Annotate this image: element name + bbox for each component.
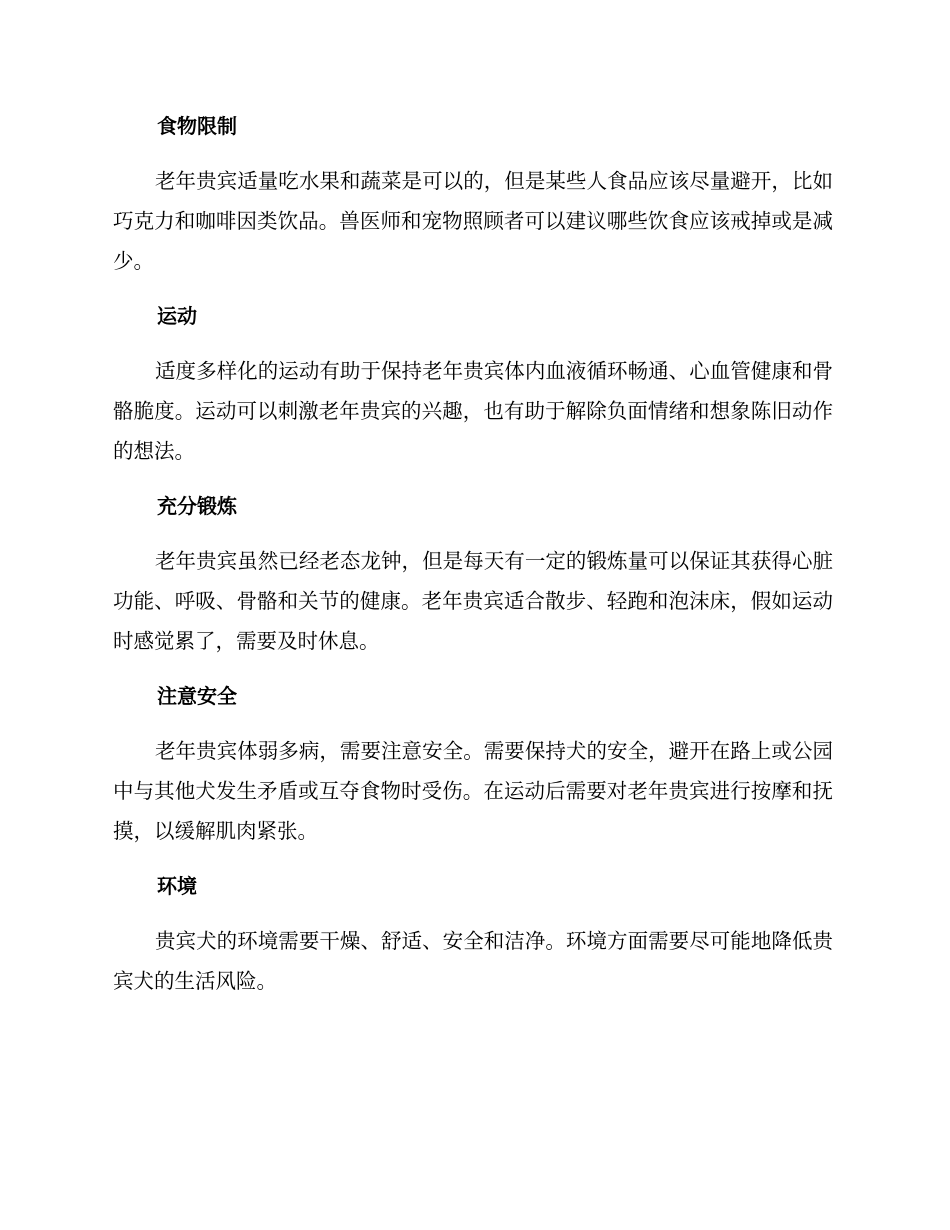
section-heading: 环境 [157, 874, 197, 898]
section-paragraph: 老年贵宾适量吃水果和蔬菜是可以的，但是某些人食品应该尽量避开，比如巧克力和咖啡因类饮品。兽医师和宠物照顾者可以建议哪些饮食应该戒掉或是减少。 [113, 169, 833, 273]
section-paragraph: 贵宾犬的环境需要干燥、舒适、安全和洁净。环境方面需要尽可能地降低贵宾犬的生活风险。 [113, 929, 833, 993]
section-paragraph: 老年贵宾体弱多病，需要注意安全。需要保持犬的安全，避开在路上或公园中与其他犬发生矛盾或互夺食物时受伤。在运动后需要对老年贵宾进行按摩和抚摸，以缓解肌肉紧张。 [113, 739, 833, 843]
section-paragraph: 适度多样化的运动有助于保持老年贵宾体内血液循环畅通、心血管健康和骨骼脆度。运动可以刺激老年贵宾的兴趣，也有助于解除负面情绪和想象陈旧动作的想法。 [113, 359, 833, 463]
section-heading: 注意安全 [157, 684, 237, 708]
section-safety [113, 676, 833, 851]
section-food-restriction [113, 106, 833, 281]
section-heading: 充分锻炼 [157, 494, 237, 518]
section-heading: 食物限制 [157, 114, 237, 138]
document-page [113, 106, 833, 1016]
section-heading: 运动 [157, 304, 197, 328]
section-environment [113, 866, 833, 1001]
section-exercise [113, 296, 833, 471]
section-paragraph: 老年贵宾虽然已经老态龙钟，但是每天有一定的锻炼量可以保证其获得心脏功能、呼吸、骨骼和关节的健康。老年贵宾适合散步、轻跑和泡沫床，假如运动时感觉累了，需要及时休息。 [113, 549, 833, 653]
section-full-workout [113, 486, 833, 661]
